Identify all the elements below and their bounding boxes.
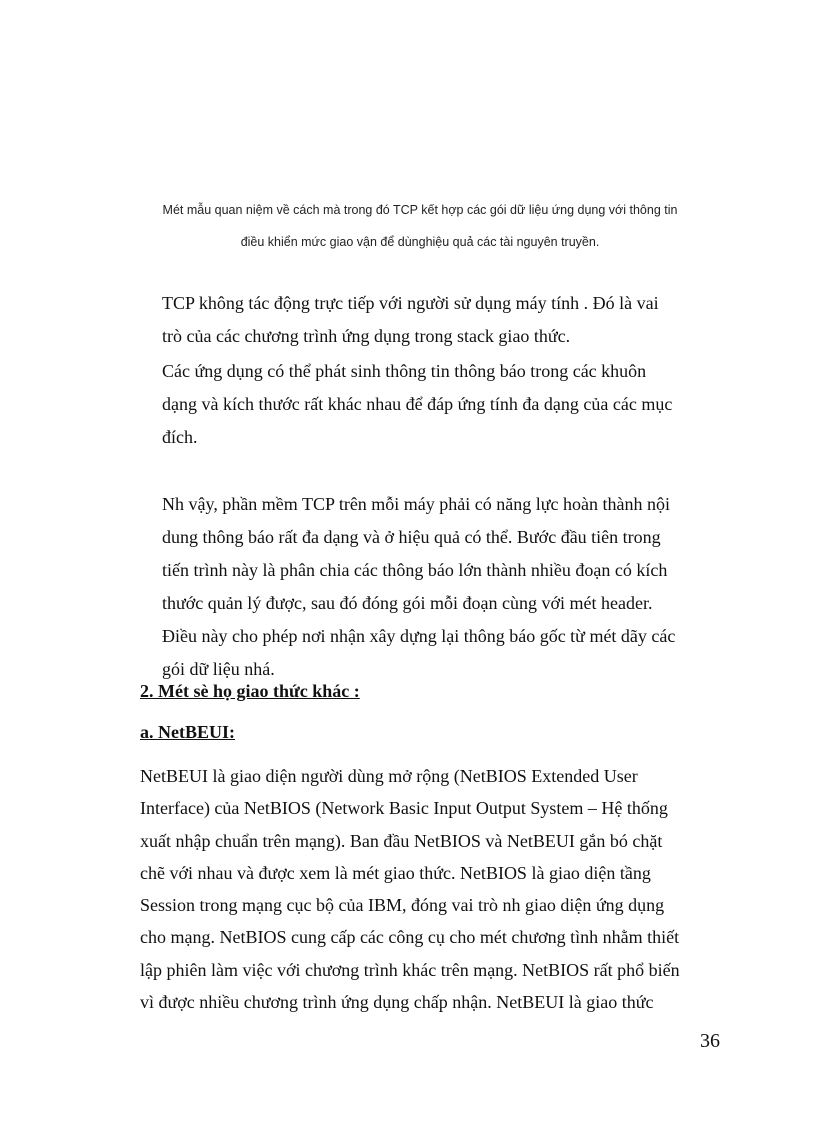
paragraph-line: Điều này cho phép nơi nhận xây dựng lại thông báo gốc từ mét dãy các (162, 626, 676, 646)
body-line: vì được nhiều chương trình ứng dụng chấp nhận. NetBEUI là giao thức (140, 992, 654, 1013)
paragraph-line: Các ứng dụng có thể phát sinh thông tin thông báo trong các khuôn (162, 361, 647, 381)
paragraph-line: trò của các chương trình ứng dụng trong stack giao thức. (162, 326, 571, 346)
section-heading: 2. Mét sè họ giao thức khác : (140, 681, 360, 701)
paragraph-line: Nh vậy, phần mềm TCP trên mỗi máy phải có năng lực hoàn thành nội (162, 494, 670, 514)
paragraph-line: dung thông báo rất đa dạng và ở hiệu quả có thể. Bước đầu tiên trong (162, 527, 661, 547)
paragraph-line: dạng và kích thước rất khác nhau để đáp ứng tính đa dạng của các mục (162, 394, 673, 414)
paragraph-line: thước quản lý được, sau đó đóng gói mỗi đoạn cùng với mét header. (162, 593, 653, 613)
body-line: cho mạng. NetBIOS cung cấp các công cụ cho mét chương tình nhằm thiết (140, 927, 680, 948)
subsection-heading: a. NetBEUI: (140, 722, 235, 742)
netbeui-body (140, 760, 703, 1018)
body-line: Interface) của NetBIOS (Network Basic Input Output System – Hệ thống (140, 798, 668, 819)
body-line: Session trong mạng cục bộ của IBM, đóng vai trò nh giao diện ứng dụng (140, 895, 665, 916)
paragraph-applications (162, 355, 703, 454)
caption-line: điều khiển mức giao vận để dùnghiệu quả các tài nguyên truyền. (240, 235, 600, 249)
paragraph-tcp-interaction (162, 287, 703, 353)
body-line: chẽ với nhau và được xem là mét giao thức. NetBIOS là giao diện tầng (140, 862, 651, 883)
figure-caption (140, 194, 700, 258)
paragraph-line: gói dữ liệu nhá. (162, 659, 275, 679)
body-line: xuất nhập chuẩn trên mạng). Ban đầu NetBIOS và NetBEUI gắn bó chặt (140, 830, 663, 851)
paragraph-tcp-software (162, 488, 703, 686)
body-line: NetBEUI là giao diện người dùng mở rộng (NetBIOS Extended User (140, 766, 638, 786)
caption-line: Mét mẫu quan niệm về cách mà trong đó TCP kết hợp các gói dữ liệu ứng dụng với thông tin (162, 203, 678, 217)
paragraph-line: tiến trình này là phân chia các thông báo lớn thành nhiều đoạn có kích (162, 560, 668, 580)
body-line: lập phiên làm việc với chương trình khác trên mạng. NetBIOS rất phổ biến (140, 959, 680, 980)
page-number: 36 (700, 1030, 720, 1052)
paragraph-line: đích. (162, 427, 198, 447)
paragraph-line: TCP không tác động trực tiếp với người sử dụng máy tính . Đó là vai (162, 293, 659, 313)
